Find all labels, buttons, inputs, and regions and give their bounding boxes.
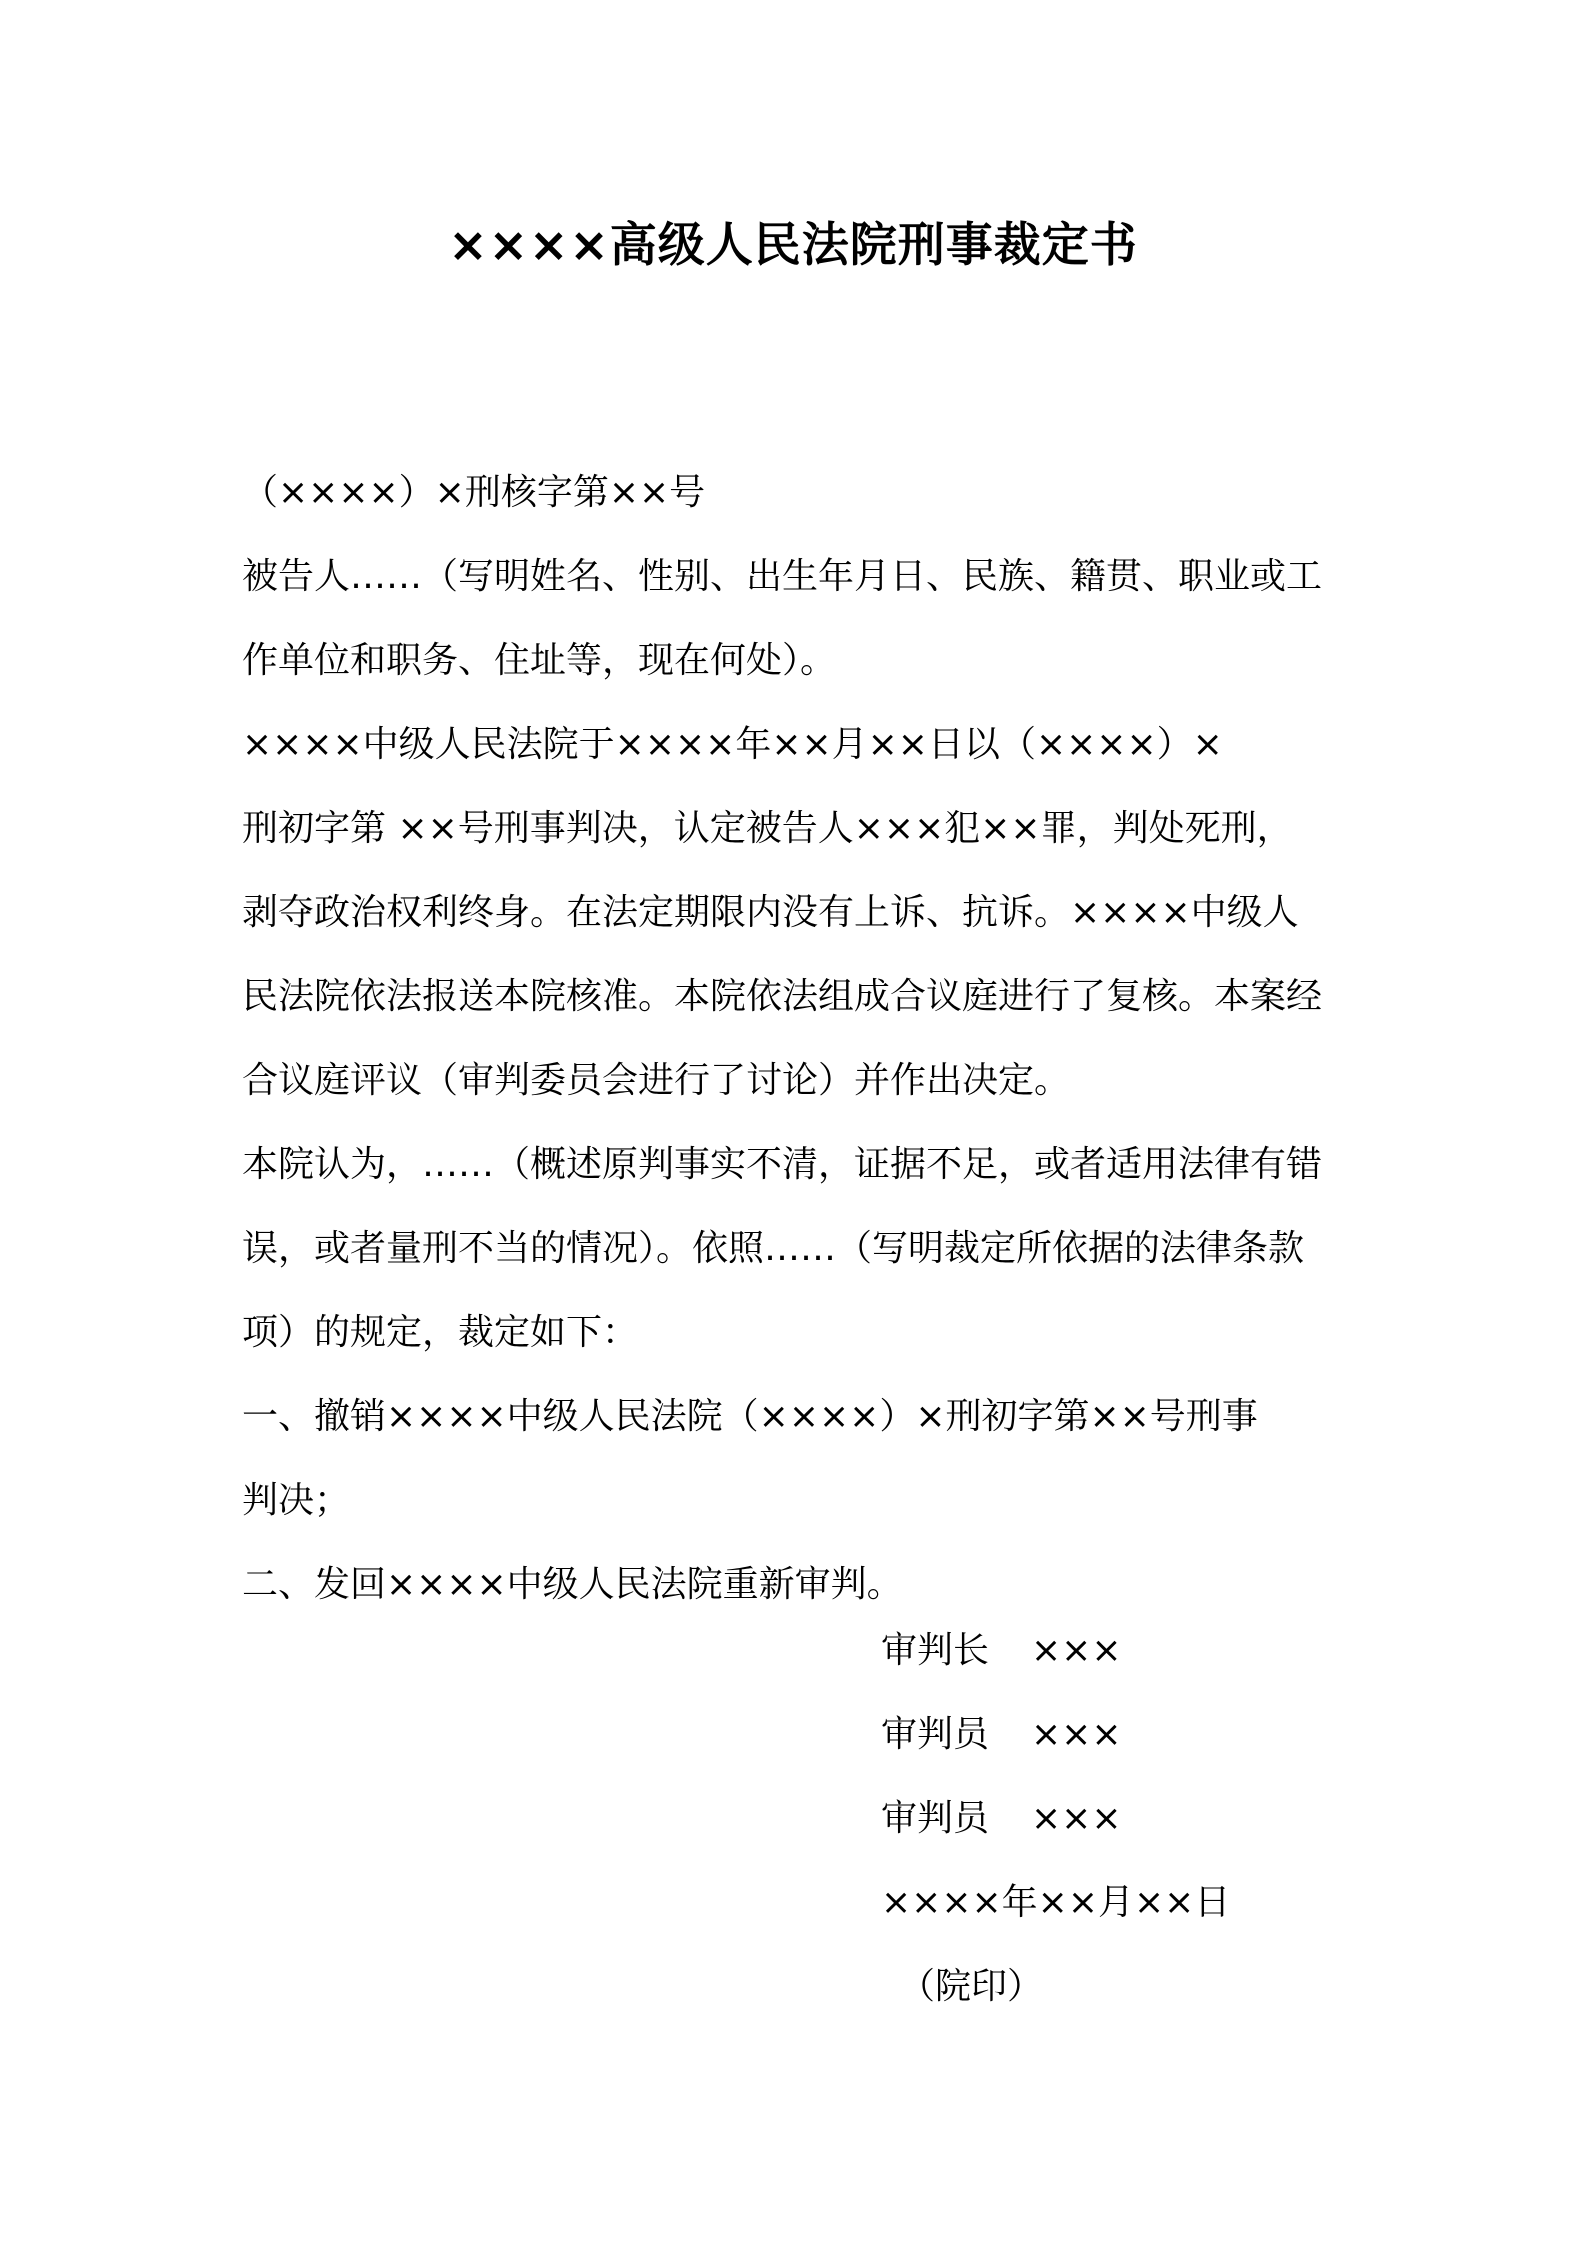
ruling-line-2: 判决； xyxy=(242,1480,351,1521)
document-body xyxy=(242,451,1362,1627)
document-title: ××××高级人民法院刑事裁定书 xyxy=(448,218,1138,273)
signature-role: 审判员 xyxy=(881,1714,990,1755)
signature-role: 审判员 xyxy=(881,1798,990,1839)
defendant-line-2: 作单位和职务、住址等，现在何处）。 xyxy=(242,640,837,681)
facts-line-3: 剥夺政治权利终身。在法定期限内没有上诉、抗诉。××××中级人 xyxy=(242,892,1299,933)
signature-row-judge-2 xyxy=(881,1777,1230,1861)
signature-row-judge-1 xyxy=(881,1693,1230,1777)
ruling-line-1: 一、撤销××××中级人民法院（××××）×刑初字第××号刑事 xyxy=(242,1396,1258,1437)
ruling-line-3: 二、发回××××中级人民法院重新审判。 xyxy=(242,1564,903,1605)
court-seal: （院印） xyxy=(899,1966,1044,2007)
signature-name: ××× xyxy=(1031,1630,1122,1671)
signature-name: ××× xyxy=(1031,1714,1122,1755)
opinion-line-1: 本院认为，……（概述原判事实不清，证据不足，或者适用法律有错 xyxy=(242,1144,1323,1185)
facts-line-1: ××××中级人民法院于××××年××月××日以（××××）× xyxy=(242,724,1223,765)
facts-line-5: 合议庭评议（审判委员会进行了讨论）并作出决定。 xyxy=(242,1060,1071,1101)
signature-name: ××× xyxy=(1031,1798,1122,1839)
facts-line-4: 民法院依法报送本院核准。本院依法组成合议庭进行了复核。本案经 xyxy=(242,976,1323,1017)
document-date: ××××年××月××日 xyxy=(881,1882,1231,1923)
defendant-line-1: 被告人……（写明姓名、性别、出生年月日、民族、籍贯、职业或工 xyxy=(242,556,1323,597)
facts-line-2: 刑初字第 ××号刑事判决，认定被告人×××犯××罪，判处死刑， xyxy=(242,808,1293,849)
opinion-line-2: 误，或者量刑不当的情况）。依照……（写明裁定所依据的法律条款 xyxy=(242,1228,1305,1269)
opinion-line-3: 项）的规定，裁定如下： xyxy=(242,1312,639,1353)
signature-block xyxy=(881,1609,1230,2029)
signature-row-presiding-judge xyxy=(881,1609,1230,1693)
case-number: （××××）×刑核字第××号 xyxy=(242,472,706,513)
signature-role: 审判长 xyxy=(881,1630,990,1671)
